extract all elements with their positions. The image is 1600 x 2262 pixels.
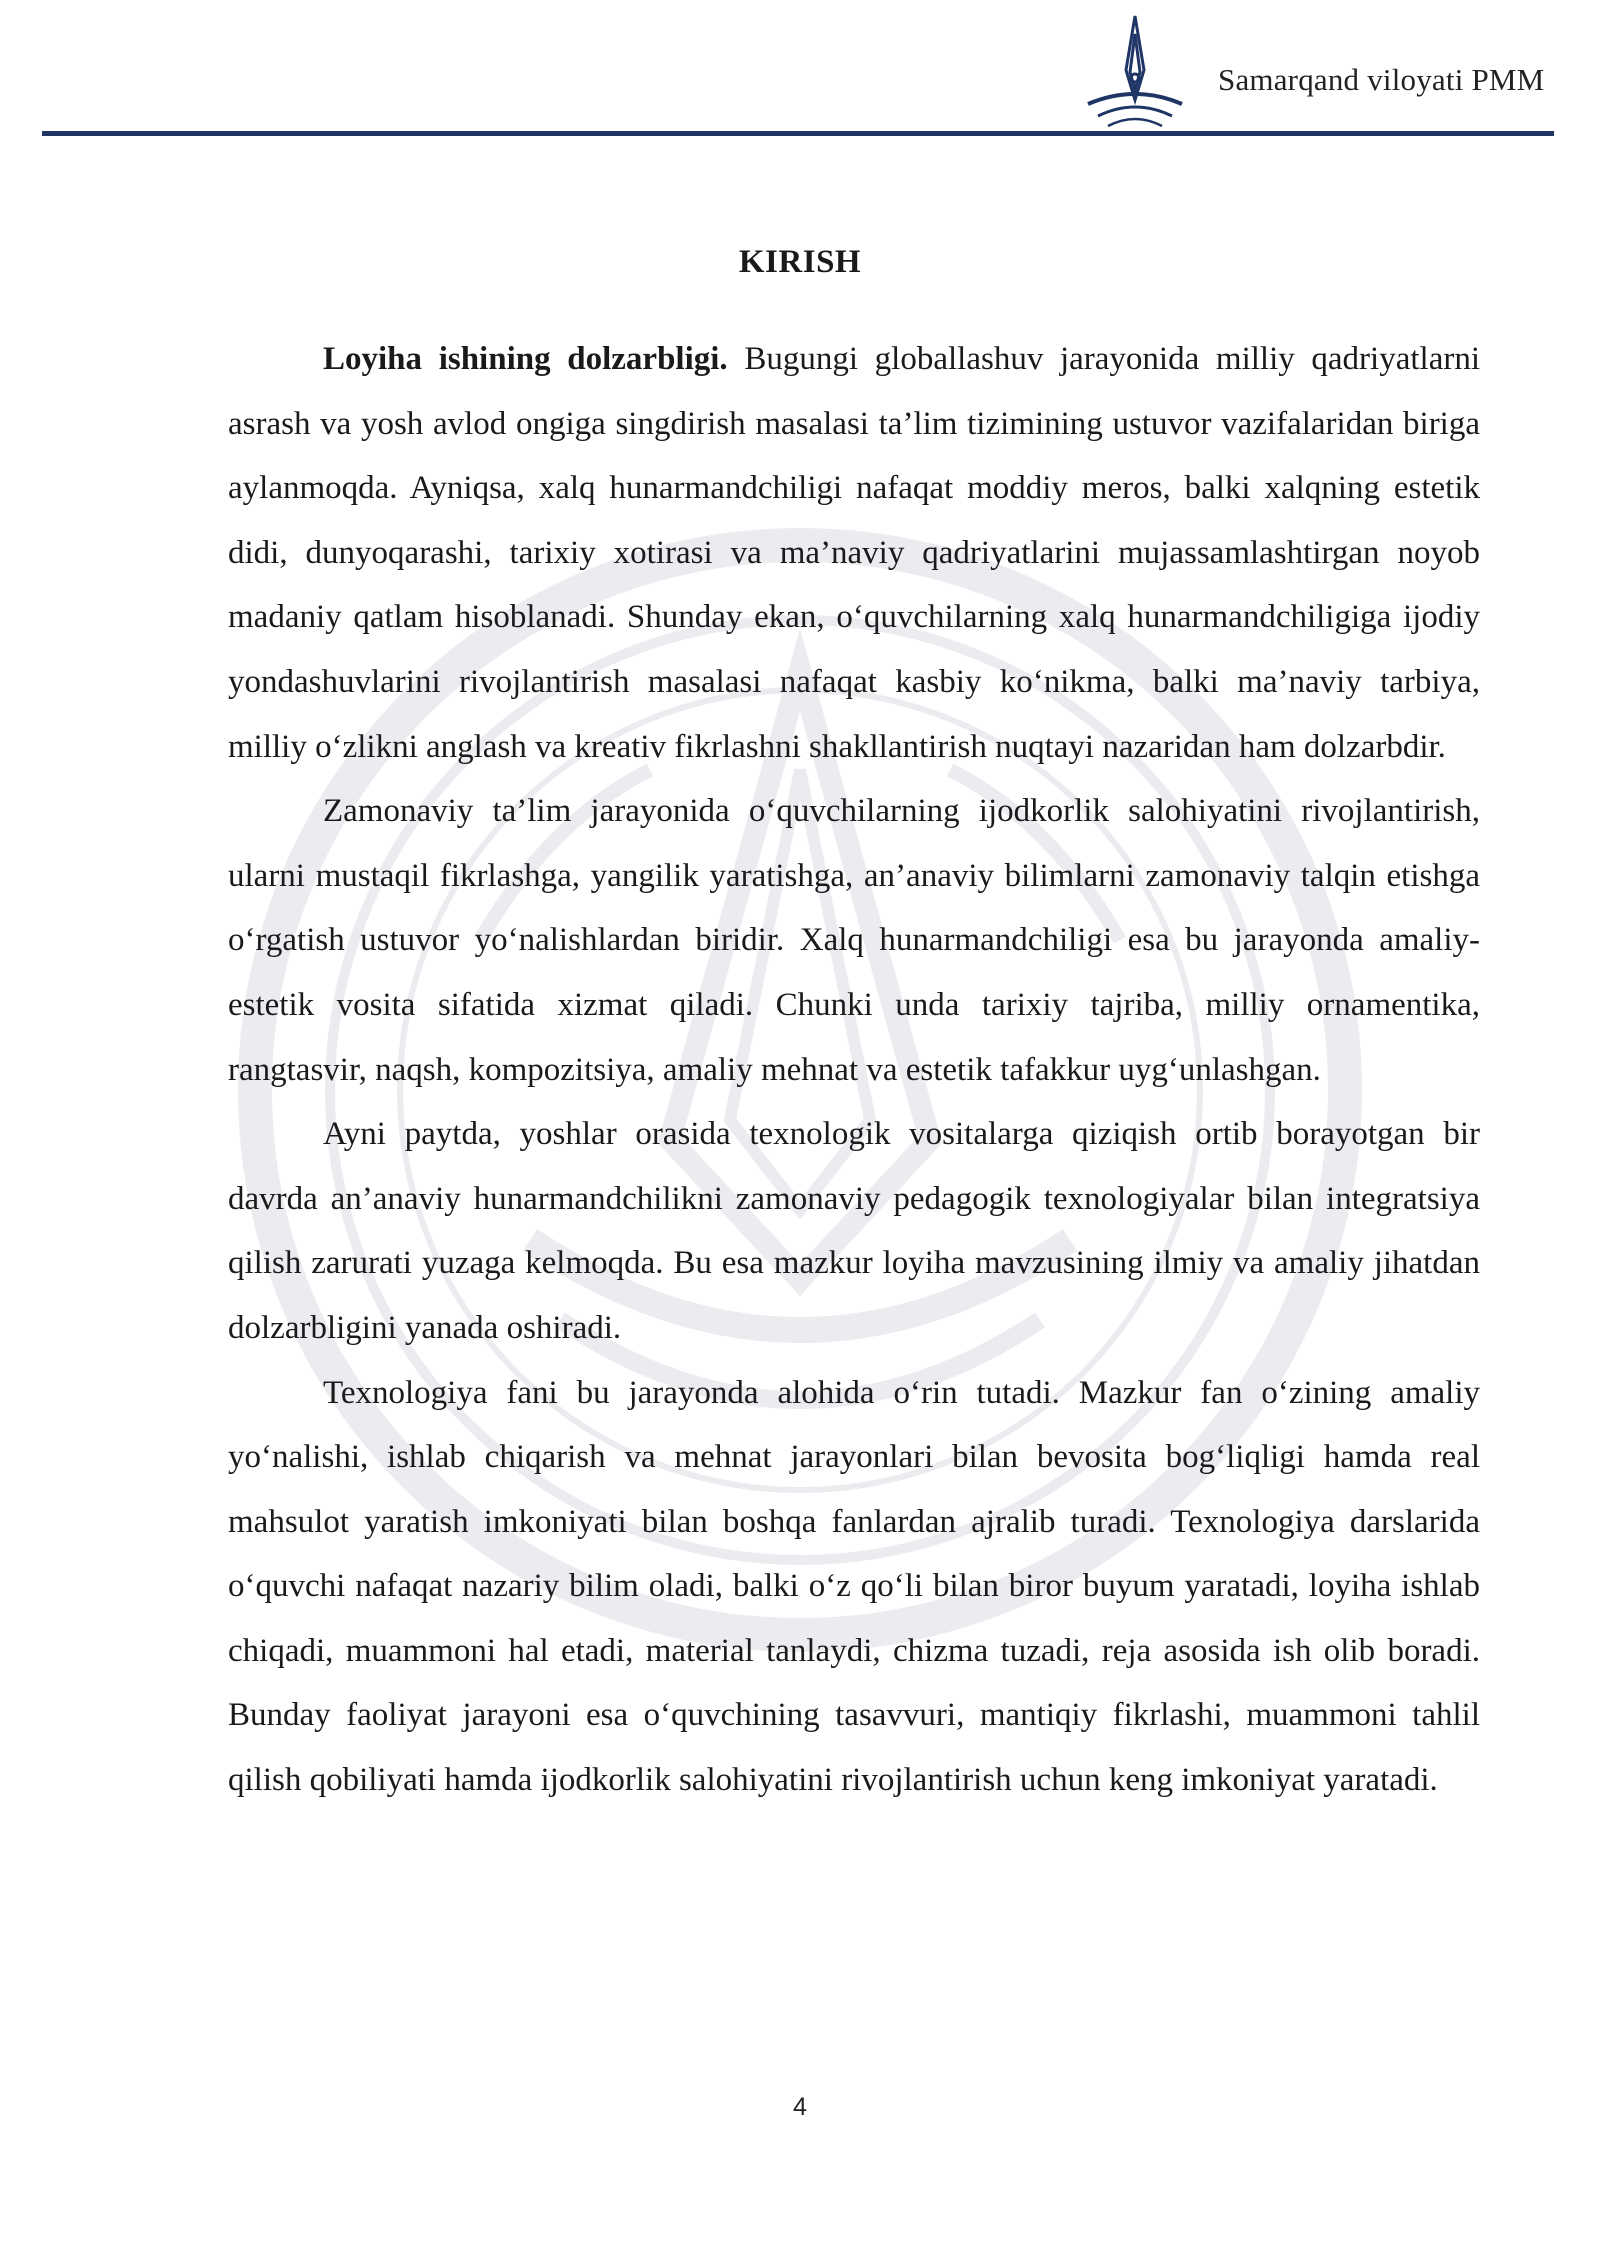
page-header <box>42 0 1554 140</box>
page-number: 4 <box>793 2093 807 2121</box>
paragraph-relevance <box>228 327 1480 779</box>
document-body <box>228 327 1480 1813</box>
pen-nib-logo-icon <box>1080 12 1190 130</box>
paragraph: Texnologiya fani bu jarayonda alohida o‘rin tutadi. Mazkur fan o‘zining amaliy yo‘nalishi, ishlab chiqarish va mehnat jarayonlari bilan bevosita bog‘liqligi hamda real mahsulot yaratish imkoniyati bilan boshqa fanlardan ajralib turadi. Texnologiya darslarida o‘quvchi nafaqat nazariy bilim oladi, balki o‘z qo‘li bilan biror buyum yaratadi, loyiha ishlab chiqadi, muammoni hal etadi, material tanlaydi, chizma tuzadi, reja asosida ish olib boradi. Bunday faoliyat jarayoni esa o‘quvchining tasavvuri, mantiqiy fikrlashi, muammoni tahlil qilish qobiliyati hamda ijodkorlik salohiyatini rivojlantirish uchun keng imkoniyat yaratadi. <box>228 1374 1480 1799</box>
paragraph-text: Bugungi globallashuv jarayonida milliy qadriyatlarni asrash va yosh avlod ongiga singdirish masalasi ta’lim tizimining ustuvor vazifalaridan biriga aylanmoqda. Ayniqsa, xalq hunarmandchiligi nafaqat moddiy meros, balki xalqning estetik didi, dunyoqarashi, tarixiy xotirasi va ma’naviy qadriyatlarini mujassamlashtirgan noyob madaniy qatlam hisoblanadi. Shunday ekan, o‘quvchilarning xalq hunarmandchiligiga ijodiy yondashuvlarini rivojlantirish masalasi nafaqat kasbiy ko‘nikma, balki ma’naviy tarbiya, milliy o‘zlikni anglash va kreativ fikrlashni shakllantirish nuqtayi nazaridan ham dolzarbdir. <box>228 341 1480 765</box>
paragraph-lead: Loyiha ishining dolzarbligi. <box>323 341 728 377</box>
paragraph: Ayni paytda, yoshlar orasida texnologik vositalarga qiziqish ortib borayotgan bir davrda an’anaviy hunarmandchilikni zamonaviy pedagogik texnologiyalar bilan integratsiya qilish zarurati yuzaga kelmoqda. Bu esa mazkur loyiha mavzusining ilmiy va amaliy jihatdan dolzarbligini yanada oshiradi. <box>228 1116 1480 1346</box>
organization-name: Samarqand viloyati PMM <box>1218 62 1545 97</box>
header-divider <box>42 131 1554 136</box>
section-title: KIRISH <box>738 244 862 280</box>
paragraph: Zamonaviy ta’lim jarayonida o‘quvchilarning ijodkorlik salohiyatini rivojlantirish, ularni mustaqil fikrlashga, yangilik yaratishga, an’anaviy bilimlarni zamonaviy talqin etishga o‘rgatish ustuvor yo‘nalishlardan biridir. Xalq hunarmandchiligi esa bu jarayonda amaliy-estetik vosita sifatida xizmat qiladi. Chunki unda tarixiy tajriba, milliy ornamentika, rangtasvir, naqsh, kompozitsiya, amaliy mehnat va estetik tafakkur uyg‘unlashgan. <box>228 793 1480 1088</box>
